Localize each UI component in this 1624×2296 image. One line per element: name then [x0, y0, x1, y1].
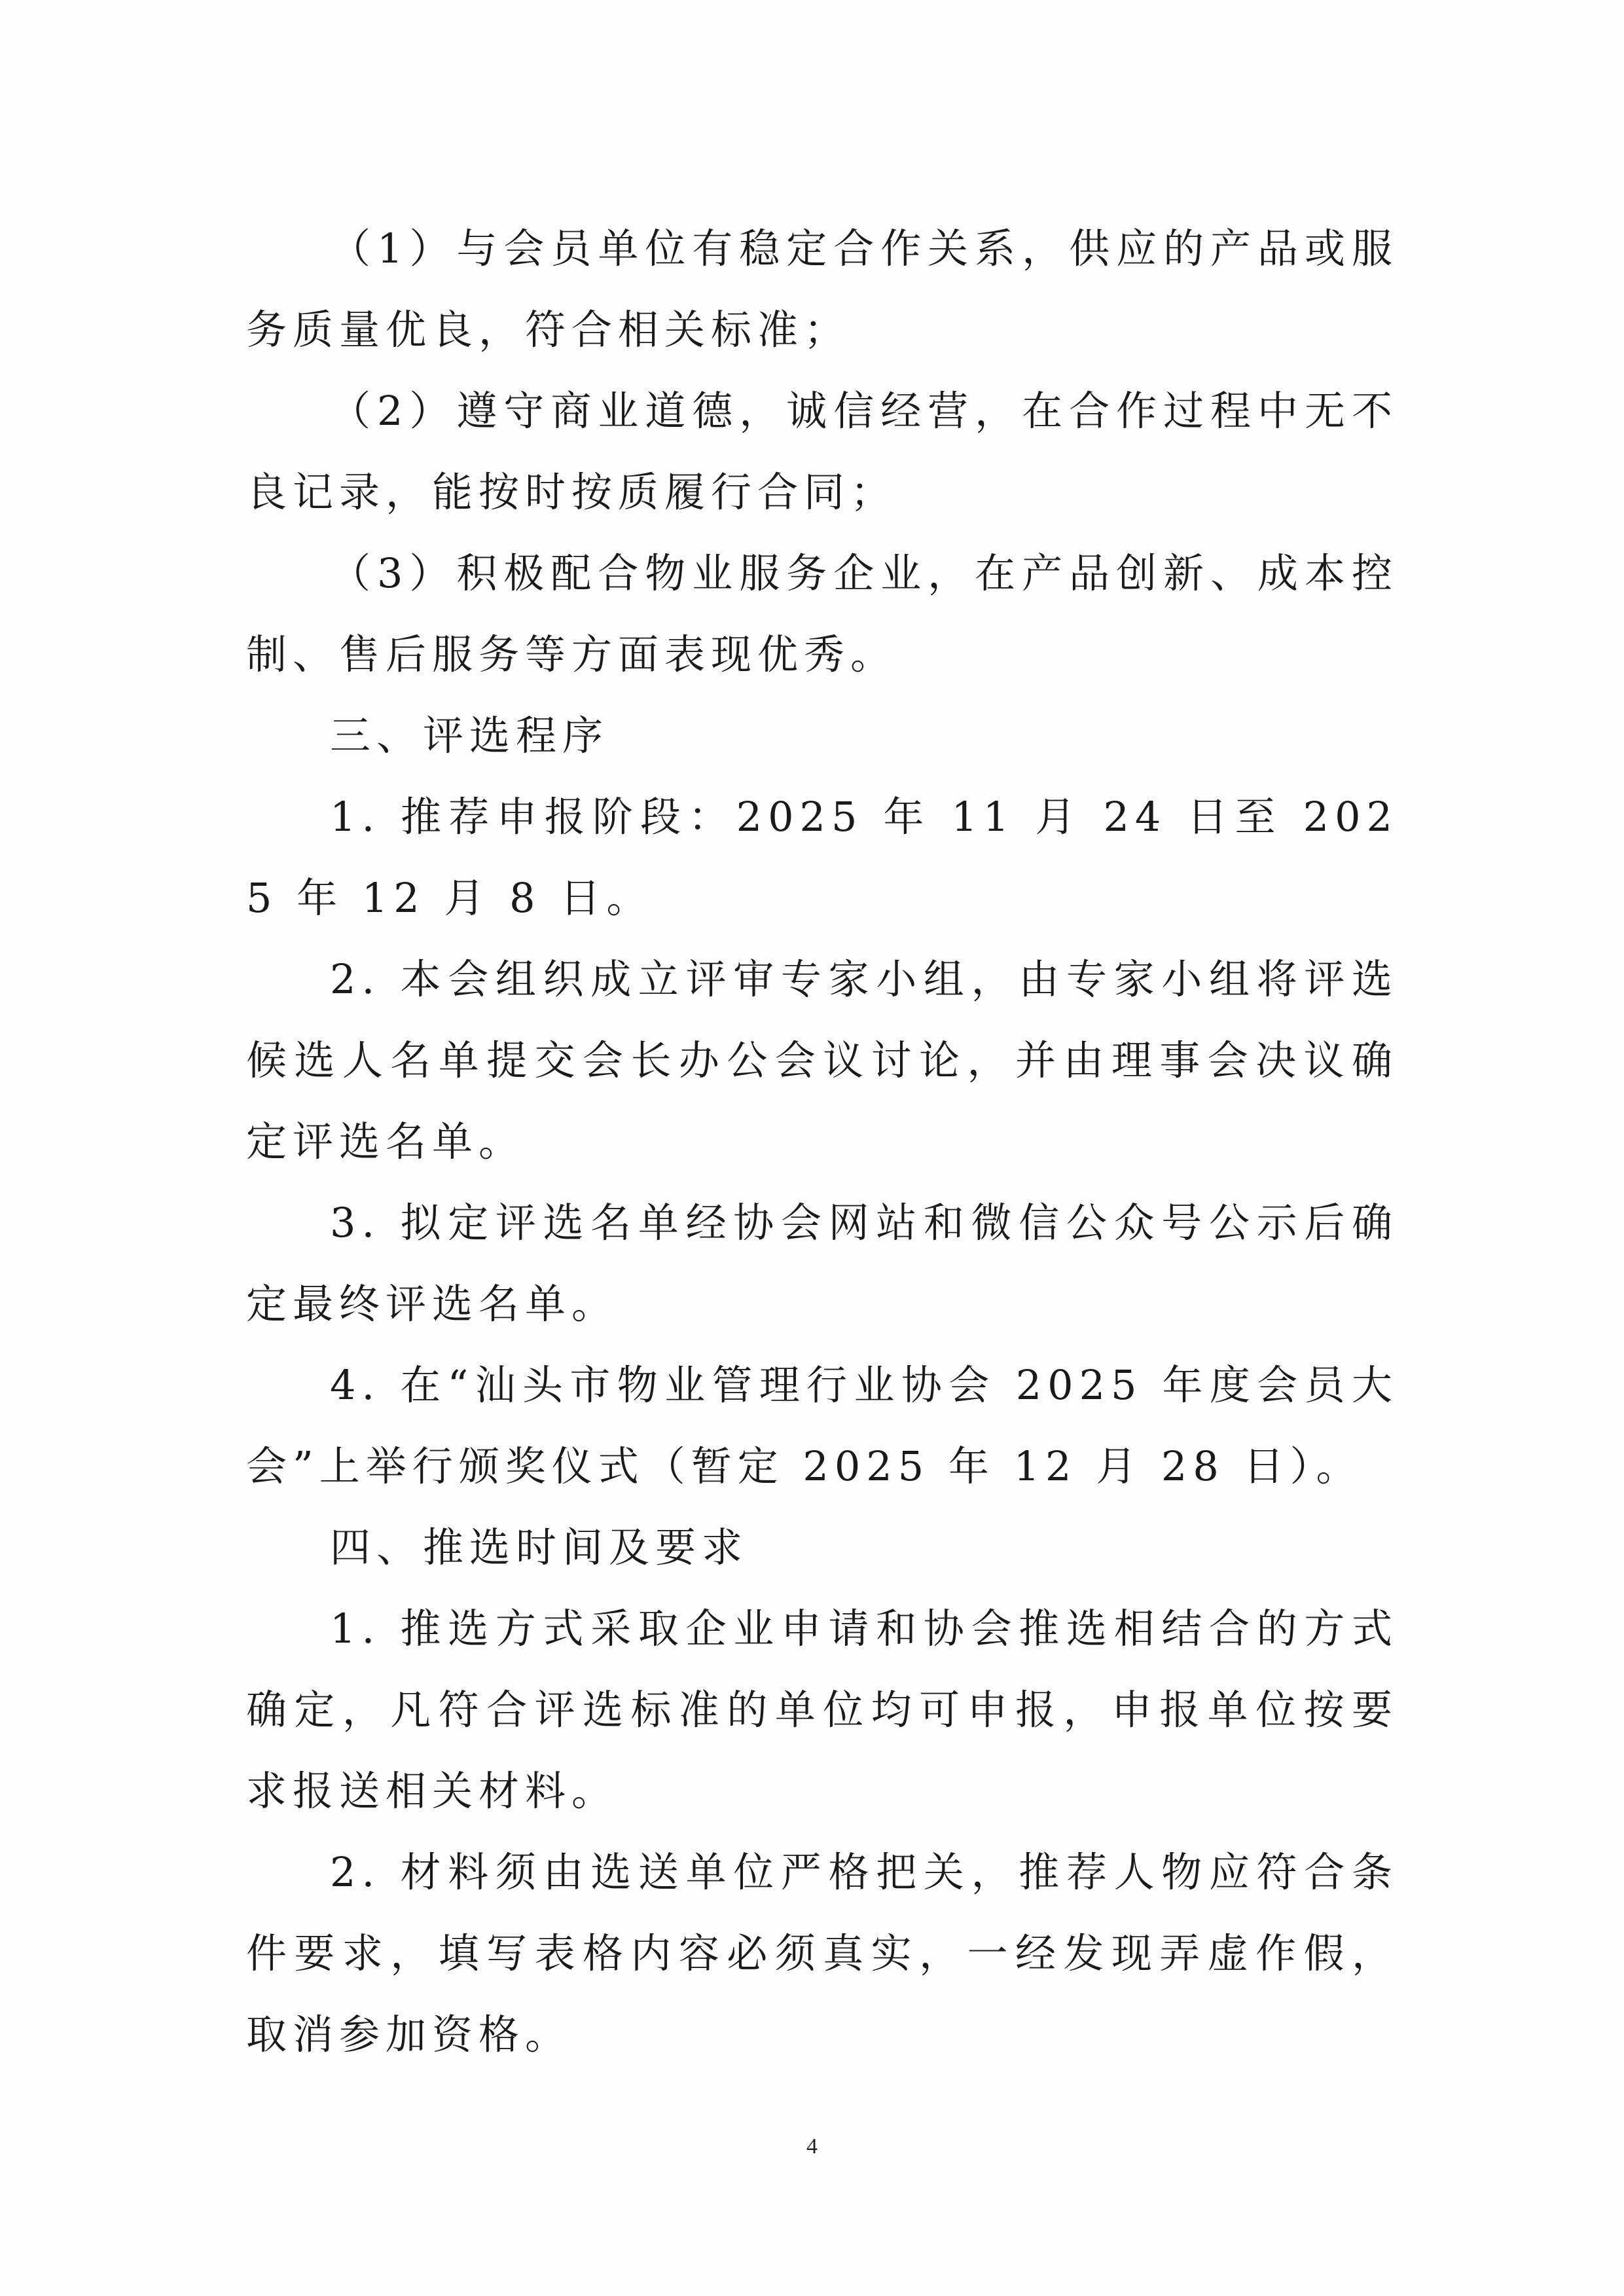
criteria-item-3: （3）积极配合物业服务企业，在产品创新、成本控制、售后服务等方面表现优秀。 — [246, 549, 1398, 678]
requirement-item-1: 1. 推选方式采取企业申请和协会推选相结合的方式确定，凡符合评选标准的单位均可申报，申报单位按要求报送相关材料。 — [246, 1605, 1398, 1815]
procedure-item-4: 4. 在“汕头市物业管理行业协会 2025 年度会员大会”上举行颁奖仪式（暂定 2025 年 12 月 28 日）。 — [246, 1361, 1398, 1490]
section-heading-selection-procedure: 三、评选程序 — [330, 712, 609, 759]
document-body — [246, 208, 1398, 2075]
procedure-item-3: 3. 拟定评选名单经协会网站和微信公众号公示后确定最终评选名单。 — [246, 1199, 1398, 1328]
section-heading-time-and-requirements: 四、推选时间及要求 — [330, 1523, 749, 1571]
procedure-item-1: 1. 推荐申报阶段：2025 年 11 月 24 日至 2025 年 12 月 8 日。 — [246, 793, 1398, 922]
criteria-item-2: （2）遵守商业道德，诚信经营，在合作过程中无不良记录，能按时按质履行合同； — [246, 387, 1398, 516]
page-number: 4 — [806, 2134, 818, 2159]
procedure-item-2: 2. 本会组织成立评审专家小组，由专家小组将评选候选人名单提交会长办公会议讨论，并由理事会决议确定评选名单。 — [246, 955, 1398, 1165]
criteria-item-1: （1）与会员单位有稳定合作关系，供应的产品或服务质量优良，符合相关标准； — [246, 225, 1398, 354]
requirement-item-2: 2. 材料须由选送单位严格把关，推荐人物应符合条件要求，填写表格内容必须真实，一经发现弄虚作假，取消参加资格。 — [246, 1848, 1398, 2058]
